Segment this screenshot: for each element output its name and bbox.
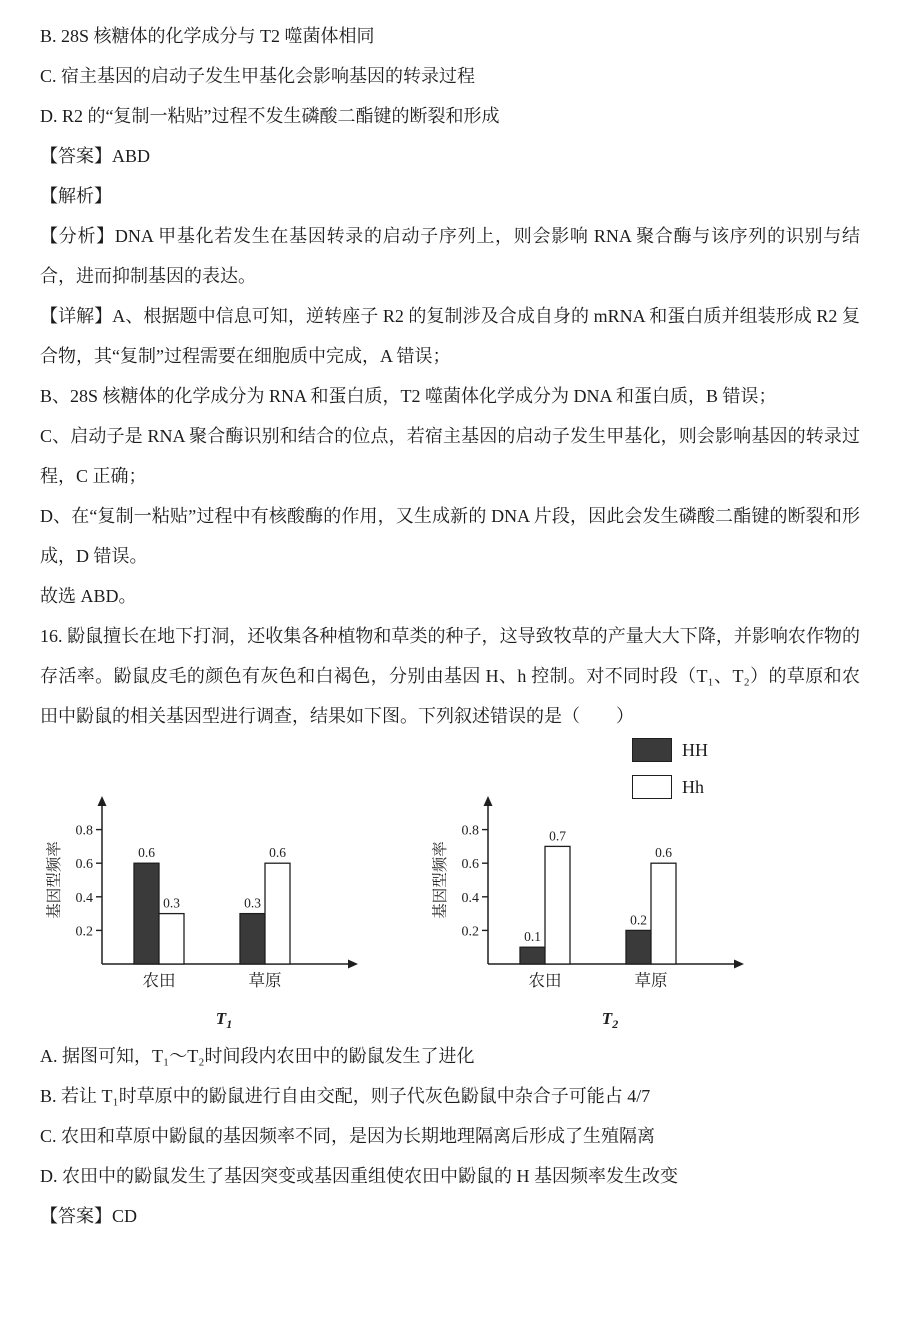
q15-detail-d: D、在“复制一粘贴”过程中有核酸酶的作用，又生成新的 DNA 片段，因此会发生磷酸二酯键的断裂和形成，D 错误。 xyxy=(40,506,860,566)
q15-analysis: 【分析】DNA 甲基化若发生在基因转录的启动子序列上，则会影响 RNA 聚合酶与该序列的识别与结合，进而抑制基因的表达。 xyxy=(40,226,860,286)
q15-conclusion: 故选 ABD。 xyxy=(40,586,137,606)
q16-option-b: B. 若让 T₁时草原中的鼢鼠进行自由交配，则子代灰色鼢鼠中杂合子可能占 4/7 xyxy=(40,1086,651,1106)
bar-value-label: 0.3 xyxy=(244,895,261,911)
bar-value-label: 0.6 xyxy=(138,845,155,861)
x-axis-arrow-icon xyxy=(348,960,358,969)
q15-option-b: B. 28S 核糖体的化学成分与 T2 噬菌体相同 xyxy=(40,26,375,46)
q15-analysis-header: 【解析】 xyxy=(40,186,112,206)
bar-HH xyxy=(134,863,159,964)
bar-chart-svg xyxy=(42,782,374,1032)
bar-value-label: 0.1 xyxy=(524,929,541,945)
bar-HH xyxy=(240,914,265,964)
q15-answer: 【答案】ABD xyxy=(40,146,151,166)
y-tick-label: 0.4 xyxy=(75,890,93,906)
bar-value-label: 0.6 xyxy=(655,845,672,861)
legend-label-hh: HH xyxy=(682,739,708,760)
q15-detail-b: B、28S 核糖体的化学成分为 RNA 和蛋白质，T2 噬菌体化学成分为 DNA 和蛋白质，B 错误； xyxy=(40,386,777,406)
q16-answer: 【答案】CD xyxy=(40,1206,138,1226)
bar-Hh xyxy=(651,863,676,964)
chart-title: $T_1$ xyxy=(215,1009,233,1031)
bar-HH xyxy=(626,930,651,964)
category-label: 草原 xyxy=(634,971,668,990)
y-tick-label: 0.4 xyxy=(461,890,479,906)
q15-option-d: D. R2 的“复制一粘贴”过程不发生磷酸二酯键的断裂和形成 xyxy=(40,106,500,126)
y-tick-label: 0.2 xyxy=(75,924,93,940)
q15-detail-c: C、启动子是 RNA 聚合酶识别和结合的位点，若宿主基因的启动子发生甲基化，则会影响基因的转录过程，C 正确； xyxy=(40,426,860,486)
genotype-frequency-figure xyxy=(40,738,860,1030)
bar-chart-svg xyxy=(428,782,760,1032)
bar-Hh xyxy=(159,914,184,964)
q16-stem: 16. 鼢鼠擅长在地下打洞，还收集各种植物和草类的种子，这导致牧草的产量大大下降，并影响农作物的存活率。鼢鼠皮毛的颜色有灰色和白褐色，分别由基因 H、h 控制。对不同时段（T₁、T₂）的草原和农田中鼢鼠的相关基因型进行调查，结果如下图。下列叙述错误的是（ ） xyxy=(40,626,860,726)
q15-detail-a: 【详解】A、根据题中信息可知，逆转座子 R2 的复制涉及合成自身的 mRNA 和蛋白质并组装形成 R2 复合物，其“复制”过程需要在细胞质中完成，A 错误； xyxy=(40,306,860,366)
bar-HH xyxy=(520,947,545,964)
y-tick-label: 0.6 xyxy=(75,857,93,873)
chart-t1 xyxy=(42,782,374,1037)
bar-Hh xyxy=(265,863,290,964)
y-axis-arrow-icon xyxy=(98,796,107,806)
y-axis-label: 基因型频率 xyxy=(432,841,449,919)
y-tick-label: 0.2 xyxy=(461,924,479,940)
y-axis-arrow-icon xyxy=(484,796,493,806)
q16-option-a: A. 据图可知，T₁～T₂时间段内农田中的鼢鼠发生了进化 xyxy=(40,1046,475,1066)
q16-option-c: C. 农田和草原中鼢鼠的基因频率不同，是因为长期地理隔离后形成了生殖隔离 xyxy=(40,1126,656,1146)
bar-value-label: 0.2 xyxy=(630,912,647,928)
category-label: 农田 xyxy=(528,971,562,990)
q15-option-c: C. 宿主基因的启动子发生甲基化会影响基因的转录过程 xyxy=(40,66,476,86)
category-label: 草原 xyxy=(248,971,282,990)
bar-value-label: 0.6 xyxy=(269,845,286,861)
bar-value-label: 0.3 xyxy=(163,895,180,911)
chart-title: $T_2$ xyxy=(601,1009,619,1031)
legend-swatch-hh xyxy=(632,738,672,762)
legend-item-hh xyxy=(632,738,708,762)
y-axis-label: 基因型频率 xyxy=(46,841,63,919)
x-axis-arrow-icon xyxy=(734,960,744,969)
bar-Hh xyxy=(545,846,570,964)
q16-option-d: D. 农田中的鼢鼠发生了基因突变或基因重组使农田中鼢鼠的 H 基因频率发生改变 xyxy=(40,1166,678,1186)
y-tick-label: 0.8 xyxy=(75,823,93,839)
bar-value-label: 0.7 xyxy=(549,828,566,844)
chart-t2 xyxy=(428,782,760,1037)
y-tick-label: 0.6 xyxy=(461,857,479,873)
y-tick-label: 0.8 xyxy=(461,823,479,839)
legend-label-hh-hetero: Hh xyxy=(682,776,704,797)
category-label: 农田 xyxy=(142,971,176,990)
